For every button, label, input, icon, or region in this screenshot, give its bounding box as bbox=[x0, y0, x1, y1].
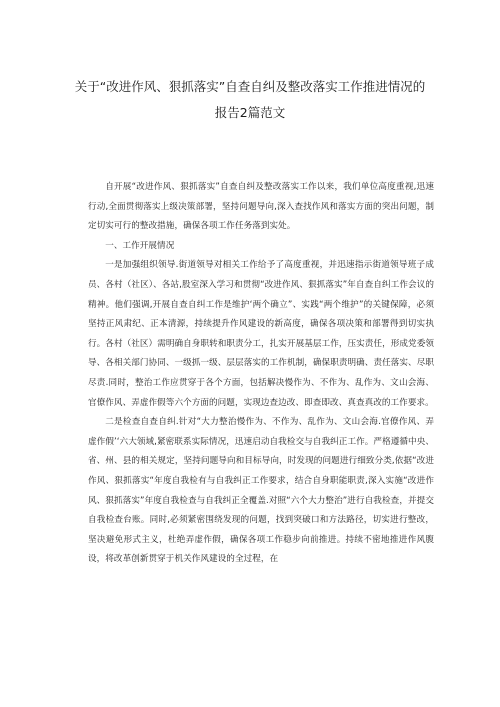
body-paragraph-1: 一是加强组织领导.街道领导对相关工作给予了高度重视，并迅速指示街道领导班子成员、各村（社区）、各站,股室深入学习和贯彻“改进作风、狠抓落实”年自查自纠工作会议的精神。他们强调,开展自查自纠工作是维护‘两个确立”、实践“两个维护”的关键保障，必须坚持正风肃纪、正本清源，持续提升作风建设的新高度，确保各项决策和部署得到切实执行。各村（社区）需明确自身职转和职责分工，扎实开展基层工作，压实责任，形成党委领导、各相关部门协同、一级抓一级、层层落实的工作机制，确保职责明确、责任落实、尽职尽责.同时，整治工作应贯穿于各个方面，包括解决慢作为、不作为、乱作为、文山会海、官僚作风、弄虚作假等六个方面的问题，实现边查边改、即查即改、真查真改的工作要求。 bbox=[88, 260, 434, 408]
body-paragraph-2: 二是检查自查自纠.针对“大力整治慢作为、不作为、乱作为、文山会海.官僚作风、弄虚作假’‘六大领域,紧密联系实际情况，迅速启动自我检交与自我纠正工作。严格遵循中央、省、州、县的相关规定，坚持问题导向和目标导向，时发现的问题进行细致分类,依据“改进作风、狠抓落实“年度自我检有与自我纠正工作要求，结合自身职能职责,深入实施“改进作风、狠抓落实”年度自我检查与自我纠正全覆盖.对照“六个大力整治”进行自我检查，并提交自我检查台账。同时,必须紧密围绕发现的问题，找到突破口和方法路径，切实进行整改，坚决避免形式主义，杜绝弄虚作假，确保各项工作稳步向前推进。持续不密地推进作风腹设，将改革创新贯穿于机关作风建设的全过程，在 bbox=[88, 417, 434, 565]
document-title-line-2: 报告2篇范文 bbox=[214, 105, 286, 120]
document-title bbox=[60, 74, 440, 126]
document-body bbox=[88, 178, 434, 570]
intro-paragraph: 自开展“改进作风、狠抓落实”自查自纠及整改落实工作以来，我们单位高度重视,迅速行动,全面贯彻落实上级决策部署，坚持问题导向,深入查找作风和落实方面的突出问题，制定切实可行的整改措施，确保各项工作任务落到实处。 bbox=[88, 182, 434, 232]
document-title-line-1: 关于“改进作风、狠抓落实”自查自纠及整改落实工作推进情况的 bbox=[74, 79, 426, 94]
section-heading: 一、工作开展情况 bbox=[105, 240, 175, 251]
